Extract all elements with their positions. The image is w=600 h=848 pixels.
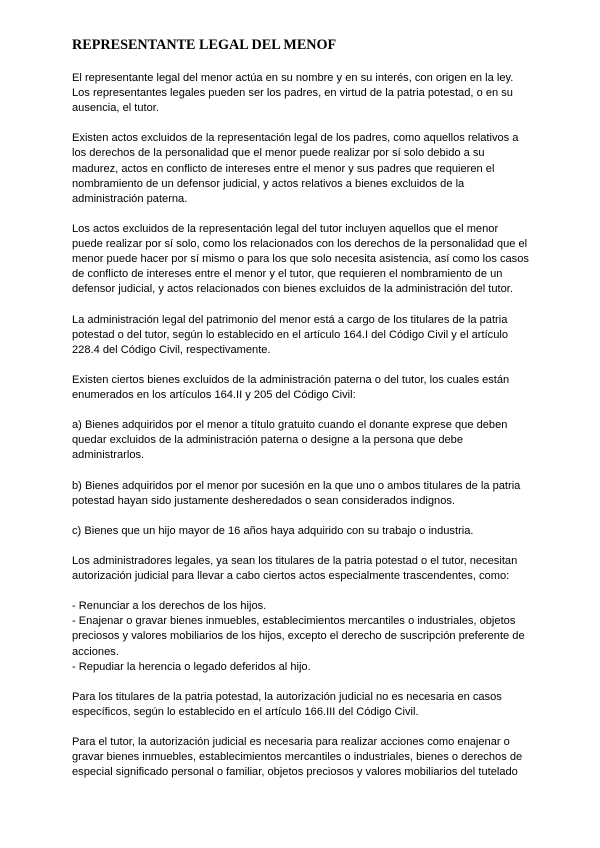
paragraph-excluded-assets: Existen ciertos bienes excluidos de la administración paterna o del tutor, los cuales están enumerados en los artículos 164.II y 205 del Código Civil:	[72, 373, 510, 401]
paragraph-parents-exclusions: Existen actos excluidos de la representación legal de los padres, como aquellos relativos a los derechos de la personalidad que el menor puede realizar por sí solo debido a su madurez, actos en conflicto de intereses entre el menor y sus padres que requieren el nombramiento de un defensor judicial, y actos relativos a bienes excluidos de la administración paterna.	[72, 132, 519, 205]
list-item-alienate-assets: - Enajenar o gravar bienes inmuebles, establecimientos mercantiles o industriales, objetos preciosos y valores mobiliarios de los hijos, excepto el derecho de suscripción preferente de acciones.	[72, 615, 525, 658]
paragraph-legal-administration: La administración legal del patrimonio del menor está a cargo de los titulares de la patria potestad o del tutor, según lo establecido en el artículo 164.I del Código Civil y el artículo 228.4 del Código Civil, respectivamente.	[72, 313, 509, 356]
paragraph-item-b: b) Bienes adquiridos por el menor por sucesión en la que uno o ambos titulares de la patria potestad hayan sido justamente desheredados o sean considerados indignos.	[72, 479, 521, 507]
paragraph-legal-representative: El representante legal del menor actúa en su nombre y en su interés, con origen en la ley. Los representantes legales pueden ser los padres, en virtud de la patria potestad, o en su ausencia, el tutor.	[72, 72, 514, 115]
document-title: REPRESENTANTE LEGAL DEL MENOF	[72, 37, 337, 53]
list-item-repudiate-inheritance: - Repudiar la herencia o legado deferidos al hijo.	[72, 660, 311, 673]
list-item-renounce-rights: - Renunciar a los derechos de los hijos.	[72, 600, 267, 613]
paragraph-item-a: a) Bienes adquiridos por el menor a título gratuito cuando el donante exprese que deben quedar excluidos de la administración paterna o designe a la persona que debe administrarlos.	[72, 419, 508, 462]
paragraph-tutor-exclusions: Los actos excluidos de la representación legal del tutor incluyen aquellos que el menor puede realizar por sí solo, como los relacionados con los derechos de la personalidad que el menor puede hacer por sí mismo o para los que solo necesita asistencia, así como los casos de conflicto de intereses entre el menor y el tutor, que requieren el nombramiento de un defensor judicial, y actos relacionados con bienes excluidos de la administración del tutor.	[72, 222, 529, 296]
paragraph-item-c: c) Bienes que un hijo mayor de 16 años haya adquirido con su trabajo o industria.	[72, 524, 474, 537]
paragraph-tutor-authorization: Para el tutor, la autorización judicial es necesaria para realizar acciones como enajenar o gravar bienes inmuebles, establecimientos mercantiles o industriales, bienes o derechos de especial significado personal o familiar, objetos preciosos y valores mobiliarios del tutelado	[72, 736, 523, 779]
paragraph-parental-exception: Para los titulares de la patria potestad, la autorización judicial no es necesaria en casos específicos, según lo establecido en el artículo 166.III del Código Civil.	[72, 690, 502, 718]
paragraph-judicial-authorization: Los administradores legales, ya sean los titulares de la patria potestad o el tutor, necesitan autorización judicial para llevar a cabo ciertos actos especialmente trascendentes, como:	[72, 555, 518, 583]
document-body	[72, 71, 532, 780]
